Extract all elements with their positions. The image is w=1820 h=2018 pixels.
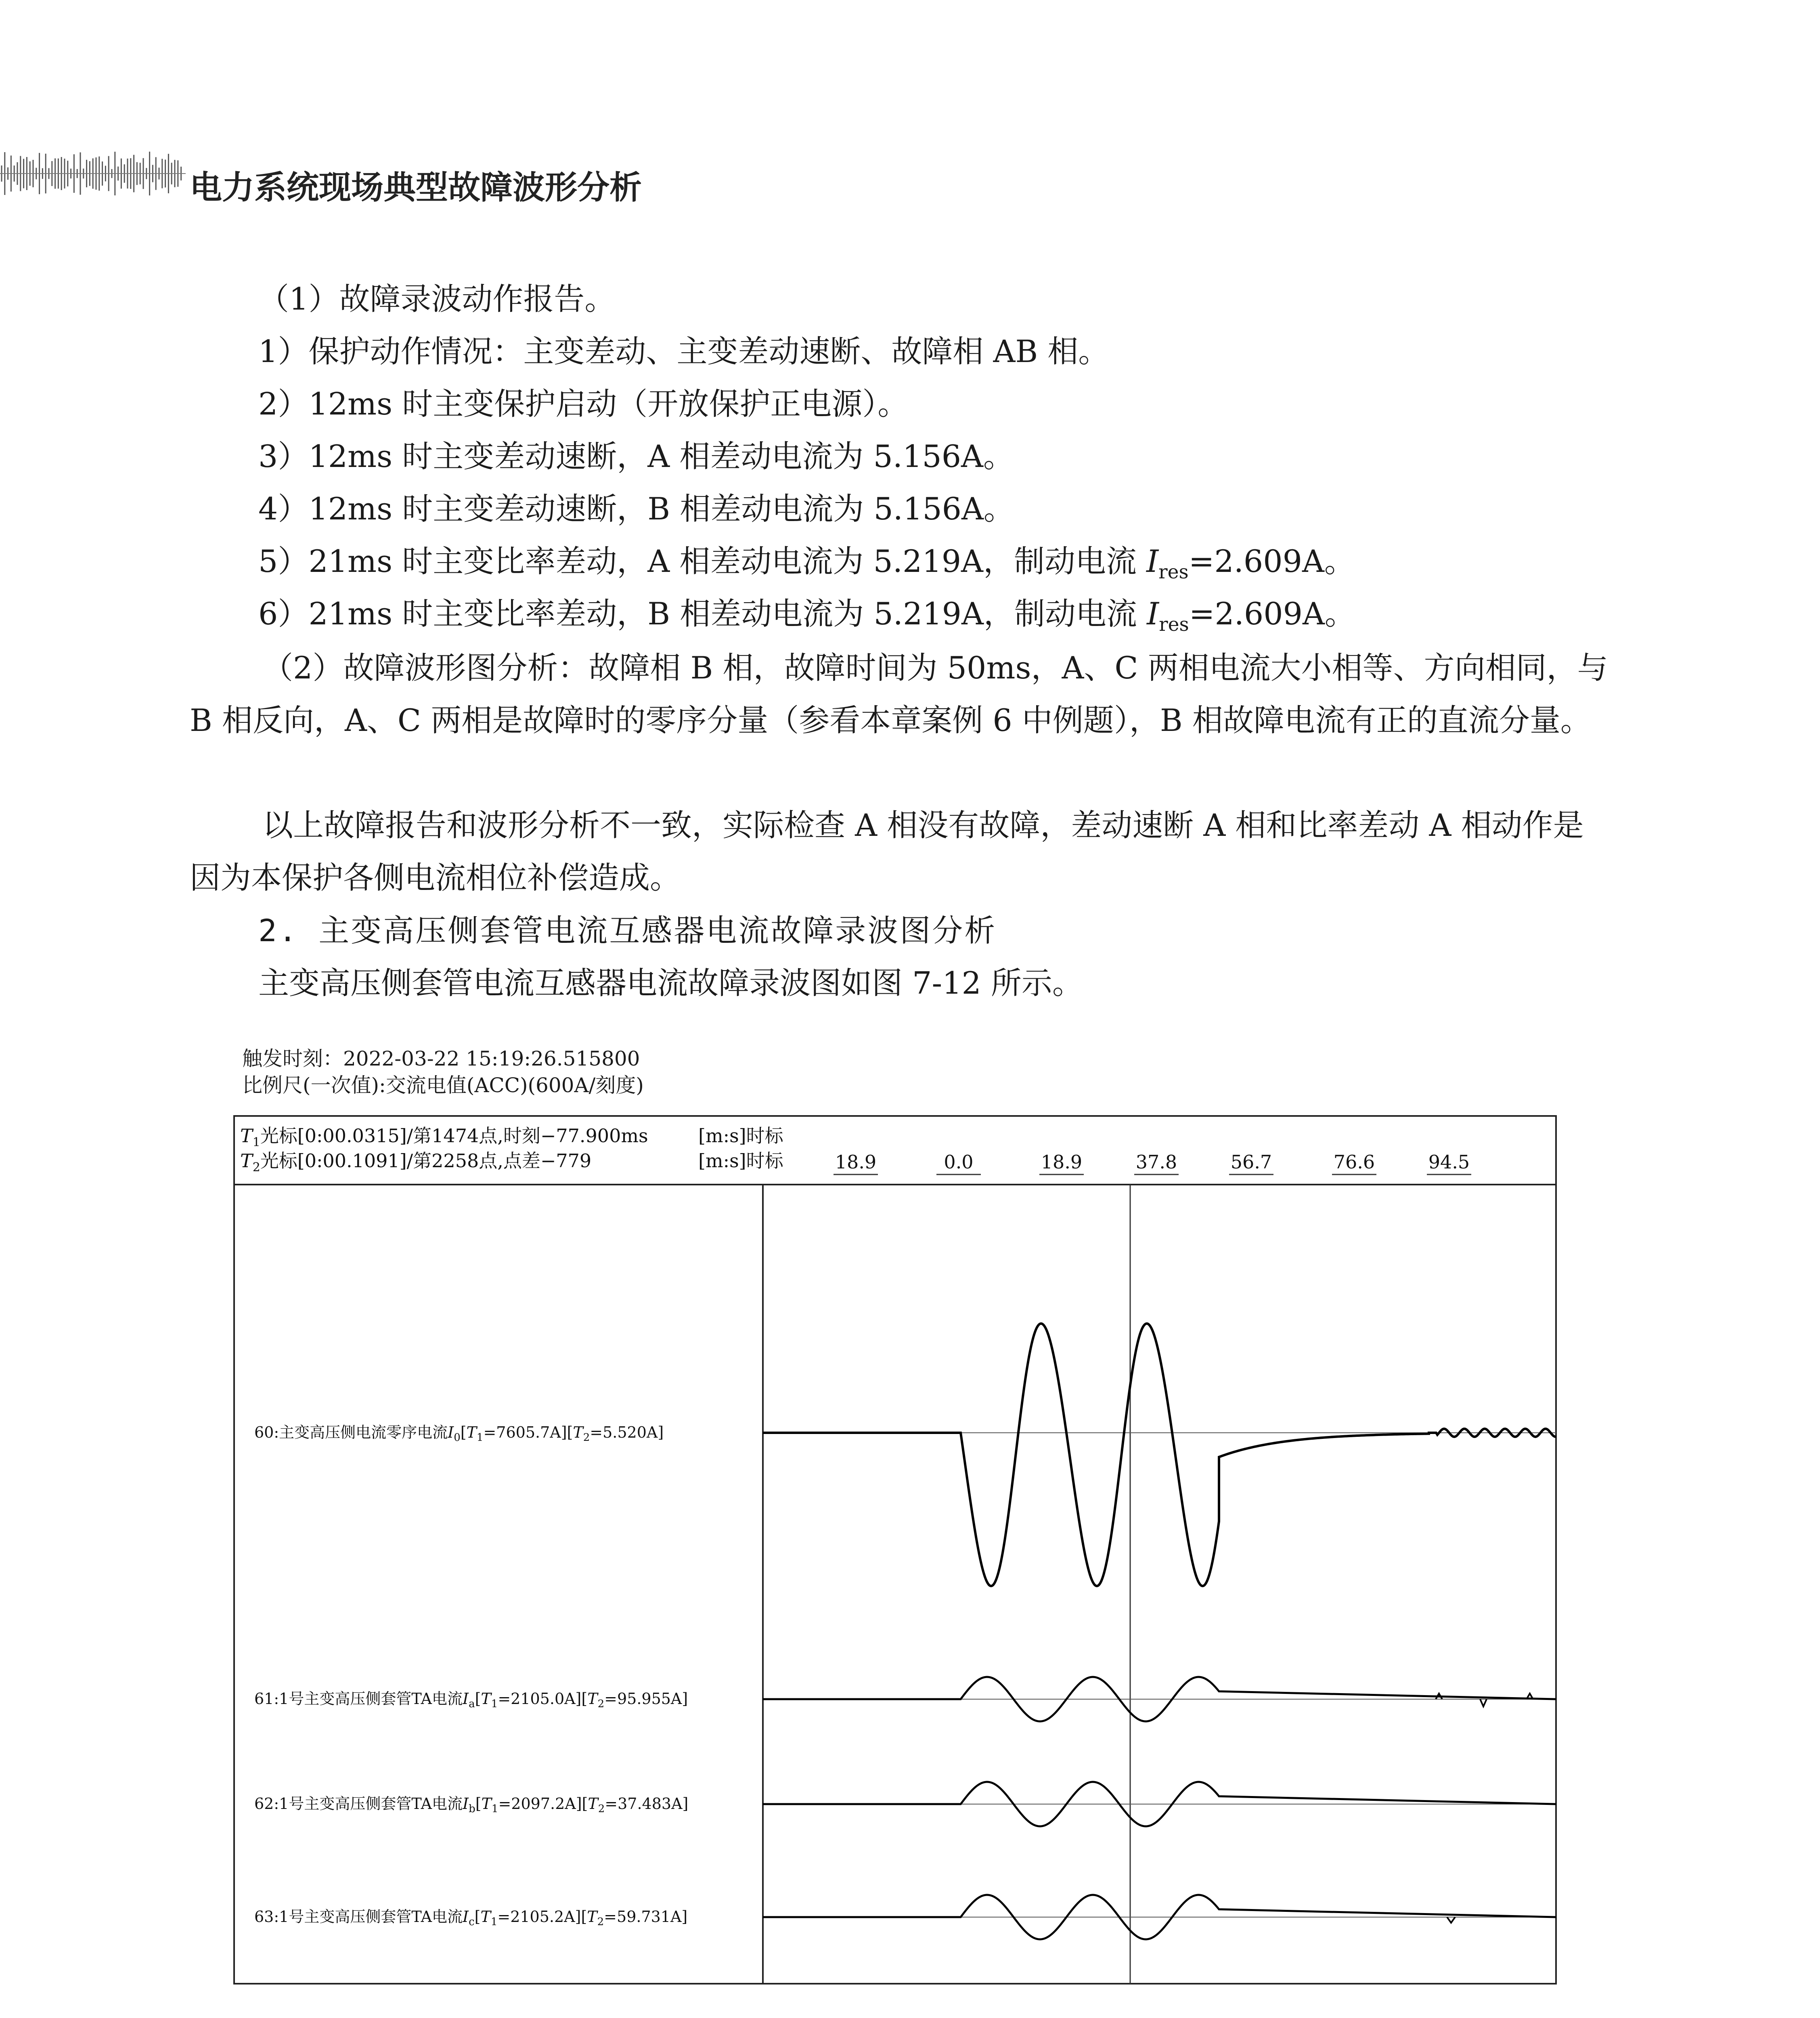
- channel-label-a: 61:1号主变高压侧套管TA电流$I_a[T_1=2105.0A][T_2=95.955A]$: [254, 1690, 688, 1710]
- t2-sub: 2: [252, 1160, 260, 1174]
- time-tick-label: 0.0: [944, 1151, 974, 1173]
- channel-label-0: 60:主变高压侧电流零序电流$I_0[T_1=7605.7A][T_2=5.520A]$: [254, 1423, 664, 1444]
- time-tick-label: 94.5: [1428, 1151, 1470, 1173]
- ires-symbol: I: [1146, 543, 1159, 579]
- cursor-t1-row: [240, 1125, 648, 1149]
- t2-symbol: T: [240, 1150, 253, 1172]
- time-tick-label: 76.6: [1333, 1151, 1375, 1173]
- cursor-t2-label: 光标[0:00.1091]/第2258点,点差−779: [260, 1150, 592, 1172]
- scale-label: 比例尺(一次值):交流电值(ACC)(600A/刻度): [242, 1074, 644, 1097]
- time-tick-label: 18.9: [835, 1151, 877, 1173]
- item-1-3: 3）12ms 时主变差动速断，A 相差动电流为 5.156A。: [258, 438, 1014, 474]
- item-1-6-text: 6）21ms 时主变比率差动，B 相差动电流为 5.219A，制动电流: [258, 596, 1147, 632]
- item-1-1: 1）保护动作情况：主变差动、主变差动速断、故障相 AB 相。: [258, 333, 1109, 369]
- channel-baselines: [763, 1433, 1556, 1917]
- trigger-time: 触发时刻：2022-03-22 15:19:26.515800: [242, 1047, 640, 1070]
- cursor-t2-row: [240, 1150, 591, 1174]
- time-tick-label: 37.8: [1135, 1151, 1177, 1173]
- ires-symbol-2: I: [1147, 596, 1159, 632]
- item-1-title: （1）故障录波动作报告。: [258, 281, 616, 317]
- ires-sub-2: res: [1159, 613, 1189, 636]
- item-1-5-text: 5）21ms 时主变比率差动，A 相差动电流为 5.219A，制动电流: [258, 543, 1147, 579]
- t1-sub: 1: [252, 1135, 260, 1149]
- running-title: 电力系统现场典型故障波形分析: [190, 169, 642, 206]
- time-unit-label-1: [m:s]时标: [698, 1125, 783, 1147]
- item-1-6-value: =2.609A。: [1189, 596, 1355, 632]
- figure-frame: [234, 1116, 1556, 1984]
- channel-label-b: 62:1号主变高压侧套管TA电流$I_b[T_1=2097.2A][T_2=37.483A]$: [254, 1795, 689, 1815]
- item-1-4: 4）12ms 时主变差动速断，B 相差动电流为 5.156A。: [258, 491, 1014, 527]
- channel-labels: [254, 1423, 688, 1928]
- time-tick-label: 18.9: [1041, 1151, 1083, 1173]
- channel-label-c: 63:1号主变高压侧套管TA电流$I_c[T_1=2105.2A][T_2=59.731A]$: [254, 1908, 688, 1928]
- time-ticks: [834, 1151, 1471, 1174]
- item-1-2: 2）12ms 时主变保护启动（开放保护正电源）。: [258, 386, 909, 422]
- item-1-5-value: =2.609A。: [1188, 543, 1355, 579]
- time-unit-label-2: [m:s]时标: [698, 1150, 783, 1172]
- channel-waves: [763, 1323, 1556, 1939]
- wave-spike: [1447, 1917, 1455, 1923]
- section-2-intro: 主变高压侧套管电流互感器电流故障录波图如图 7-12 所示。: [258, 965, 1083, 1001]
- conclusion-paragraph: 以上故障报告和波形分析不一致，实际检查 A 相没有故障，差动速断 A 相和比率差动 A 相动作是因为本保护各侧电流相位补偿造成。: [190, 807, 1584, 896]
- section-2-heading: 2. 主变高压侧套管电流互感器电流故障录波图分析: [258, 913, 997, 948]
- ires-sub: res: [1158, 561, 1189, 584]
- wave-zero-sequence: [763, 1323, 1556, 1586]
- wave-spike: [1480, 1699, 1487, 1706]
- time-tick-label: 56.7: [1230, 1151, 1272, 1173]
- cursor-t1-label: 光标[0:00.0315]/第1474点,时刻−77.900ms: [260, 1125, 648, 1147]
- item-2-paragraph: （2）故障波形图分析：故障相 B 相，故障时间为 50ms，A、C 两相电流大小相等、方向相同，与 B 相反向，A、C 两相是故障时的零序分量（参看本章案例 6 中例题），B 相故障电流有正的直流分量。: [190, 650, 1608, 738]
- t1-symbol: T: [240, 1125, 253, 1147]
